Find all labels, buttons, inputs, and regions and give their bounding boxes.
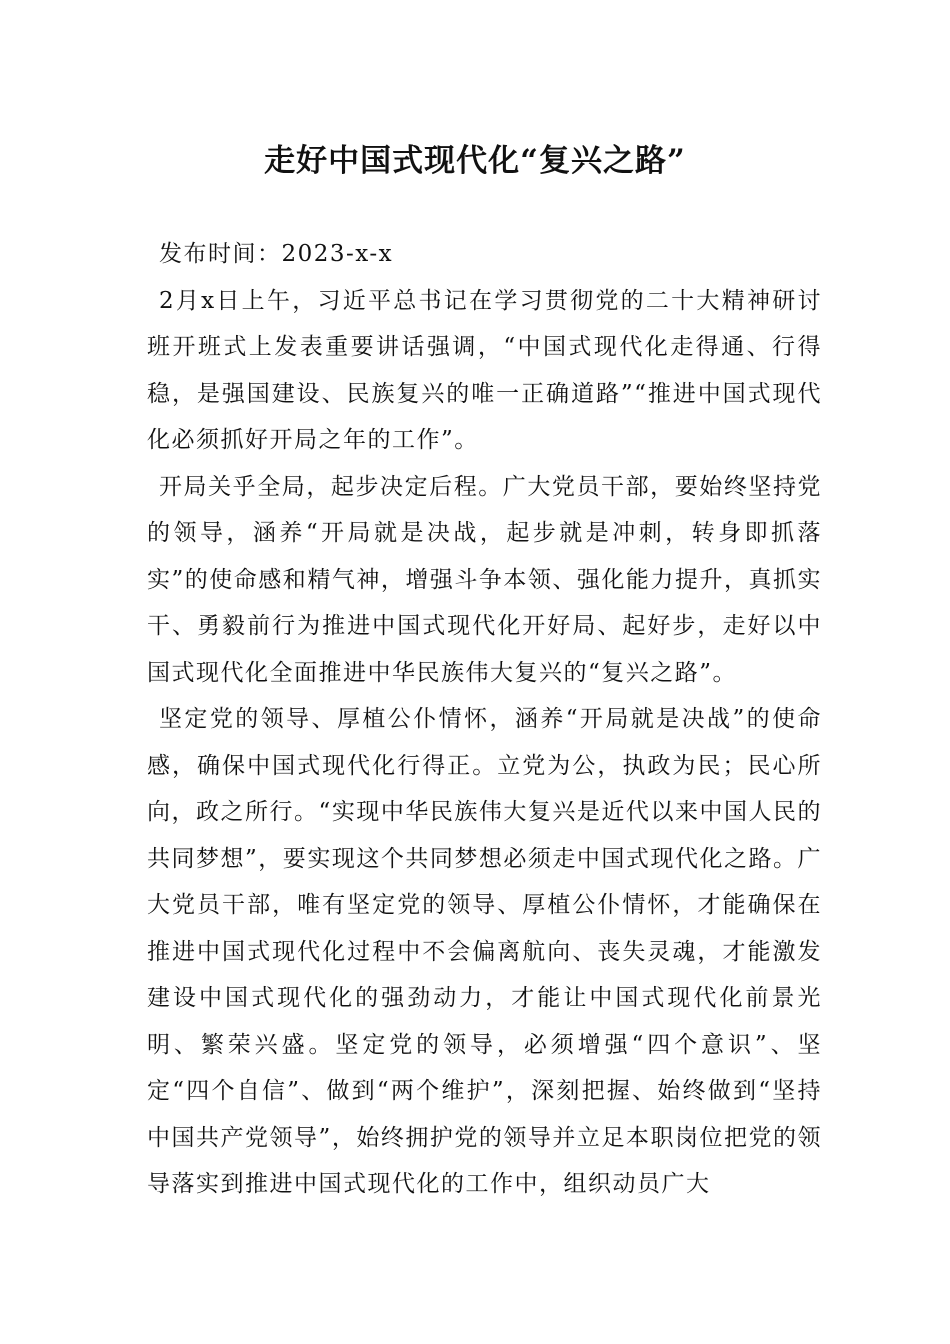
paragraph-2: 开局关乎全局，起步决定后程。广大党员干部，要始终坚持党的领导，涵养“开局就是决战，起步就是冲刺，转身即抓落实”的使命感和精气神，增强斗争本领、强化能力提升，真抓实干、勇毅前行为推进中国式现代化开好局、起好步，走好以中国式现代化全面推进中华民族伟大复兴的“复兴之路”。 [147,473,822,686]
document-title: 走好中国式现代化“复兴之路” [264,143,686,179]
paragraph-3: 坚定党的领导、厚植公仆情怀，涵养“开局就是决战”的使命感，确保中国式现代化行得正。立党为公，执政为民；民心所向，政之所行。“实现中华民族伟大复兴是近代以来中国人民的共同梦想”，要实现这个共同梦想必须走中国式现代化之路。广大党员干部，唯有坚定党的领导、厚植公仆情怀，才能确保在推进中国式现代化过程中不会偏离航向、丧失灵魂，才能激发建设中国式现代化的强劲动力，才能让中国式现代化前景光明、繁荣兴盛。坚定党的领导，必须增强“四个意识”、坚定“四个自信”、做到“两个维护”，深刻把握、始终做到“坚持中国共产党领导”，始终拥护党的领导并立足本职岗位把党的领导落实到推进中国式现代化的工作中，组织动员广大 [147,706,822,1197]
document-body [147,231,822,1208]
publish-date: 发布时间：2023-x-x [159,241,394,267]
paragraph-1: 2月x日上午，习近平总书记在学习贯彻党的二十大精神研讨班开班式上发表重要讲话强调，“中国式现代化走得通、行得稳，是强国建设、民族复兴的唯一正确道路”“推进中国式现代化必须抓好开局之年的工作”。 [147,287,822,453]
